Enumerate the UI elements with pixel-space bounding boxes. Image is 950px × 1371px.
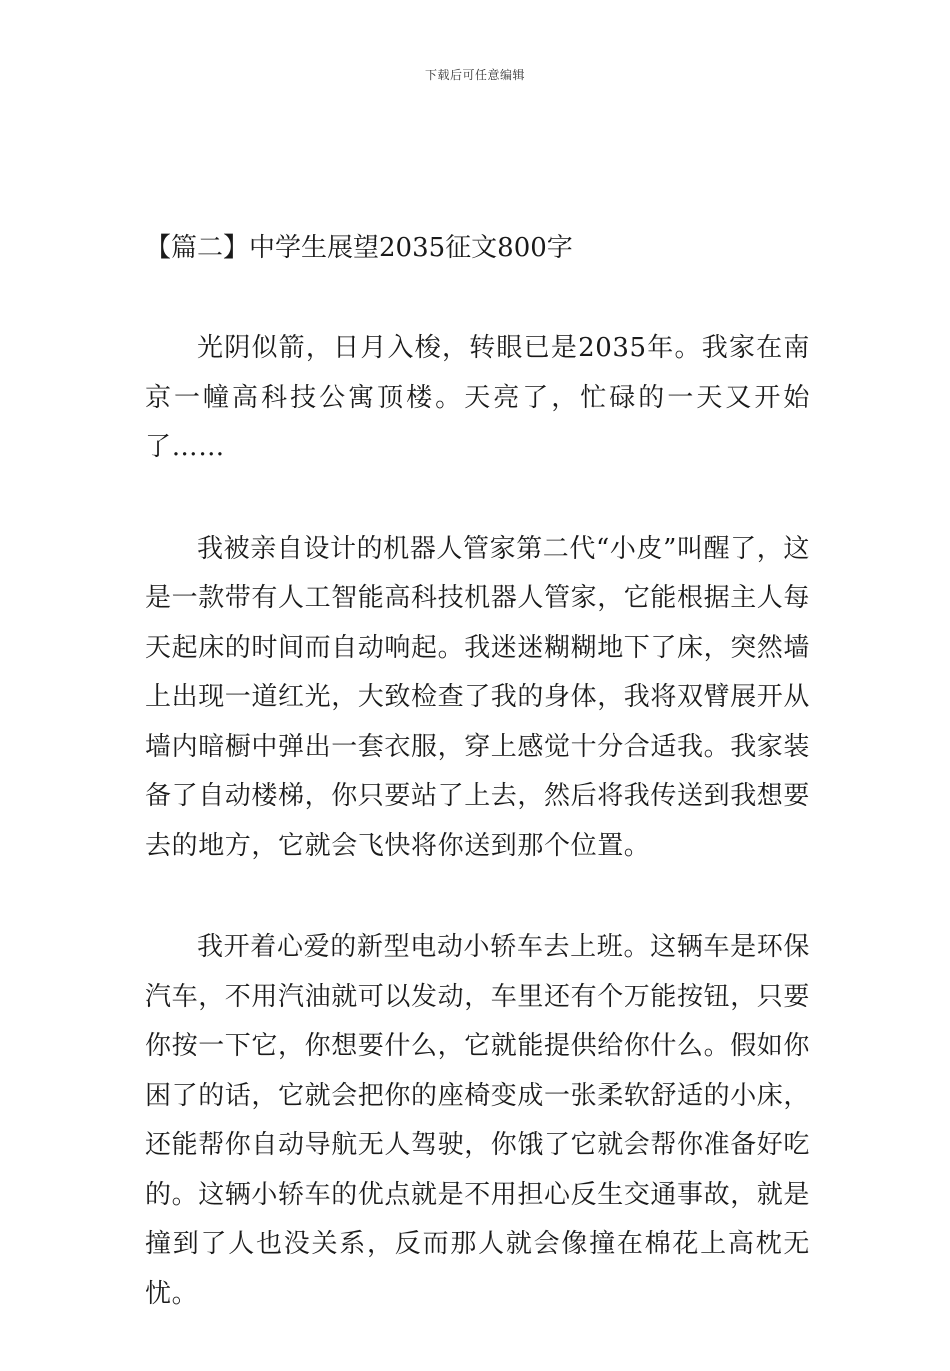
- paragraph-1: 光阴似箭，日月入梭，转眼已是2035年。我家在南京一幢高科技公寓顶楼。天亮了，忙碌的一天又开始了……: [145, 333, 810, 462]
- document-title: 【篇二】中学生展望2035征文800字: [145, 233, 573, 263]
- paragraph-2: 我被亲自设计的机器人管家第二代“小皮”叫醒了，这是一款带有人工智能高科技机器人管家，它能根据主人每天起床的时间而自动响起。我迷迷糊糊地下了床，突然墙上出现一道红光，大致检查了我的身体，我将双臂展开从墙内暗橱中弹出一套衣服，穿上感觉十分合适我。我家装备了自动楼梯，你只要站了上去，然后将我传送到我想要去的地方，它就会飞快将你送到那个位置。: [145, 533, 811, 861]
- page-header: 下载后可任意编辑: [424, 68, 525, 82]
- paragraph-3: 我开着心爱的新型电动小轿车去上班。这辆车是环保汽车，不用汽油就可以发动，车里还有个万能按钮，只要你按一下它，你想要什么，它就能提供给你什么。假如你困了的话，它就会把你的座椅变成一张柔软舒适的小床，还能帮你自动导航无人驾驶，你饿了它就会帮你准备好吃的。这辆小轿车的优点就是不用担心反生交通事故，就是撞到了人也没关系，反而那人就会像撞在棉花上高枕无忧。: [145, 932, 811, 1309]
- document-body: [145, 228, 810, 1371]
